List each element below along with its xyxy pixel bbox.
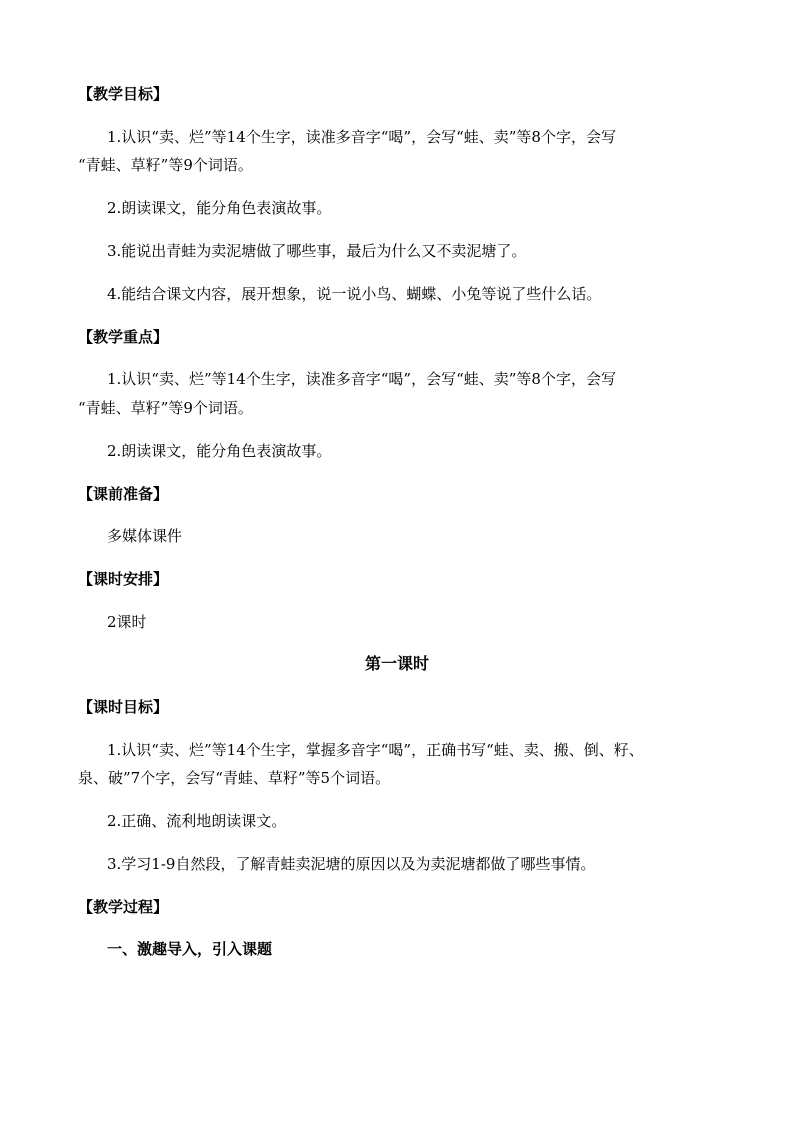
goal-item-2: 2.朗读课文，能分角色表演故事。 [107, 199, 332, 217]
goals-heading: 【教学目标】 [78, 85, 169, 103]
focus-item-1: 1.认识“卖、烂”等14个生字，读准多音字“喝”，会写“蛙、卖”等8个字，会写 [107, 370, 616, 388]
focus-item-1-continued: “青蛙、草籽”等9个词语。 [78, 399, 253, 417]
schedule-heading: 【课时安排】 [78, 570, 169, 588]
goal-item-1: 1.认识“卖、烂”等14个生字，读准多音字“喝”，会写“蛙、卖”等8个字，会写 [107, 128, 616, 146]
lesson-goals-heading: 【课时目标】 [78, 698, 169, 716]
goal-item-1-continued: “青蛙、草籽”等9个词语。 [78, 156, 253, 174]
prep-text: 多媒体课件 [107, 527, 183, 545]
goal-item-4: 4.能结合课文内容，展开想象，说一说小鸟、蝴蝶、小兔等说了些什么话。 [107, 285, 602, 303]
lesson-goal-item-1-continued: 泉、破”7个字，会写“青蛙、草籽”等5个词语。 [78, 769, 391, 787]
process-heading: 【教学过程】 [78, 898, 169, 916]
focus-item-2: 2.朗读课文，能分角色表演故事。 [107, 442, 332, 460]
lesson-goal-item-1: 1.认识“卖、烂”等14个生字，掌握多音字“喝”，正确书写“蛙、卖、搬、倒、籽、 [107, 741, 644, 759]
lesson-goal-item-2: 2.正确、流利地朗读课文。 [107, 812, 287, 830]
goal-item-3: 3.能说出青蛙为卖泥塘做了哪些事，最后为什么又不卖泥塘了。 [107, 242, 527, 260]
focus-heading: 【教学重点】 [78, 328, 169, 346]
lesson-title: 第一课时 [364, 654, 429, 673]
lesson-goal-item-3: 3.学习1-9自然段，了解青蛙卖泥塘的原因以及为卖泥塘都做了哪些事情。 [107, 855, 596, 873]
prep-heading: 【课前准备】 [78, 485, 169, 503]
process-step-1: 一、激趣导入，引入课题 [107, 940, 273, 958]
schedule-text: 2课时 [107, 613, 147, 631]
